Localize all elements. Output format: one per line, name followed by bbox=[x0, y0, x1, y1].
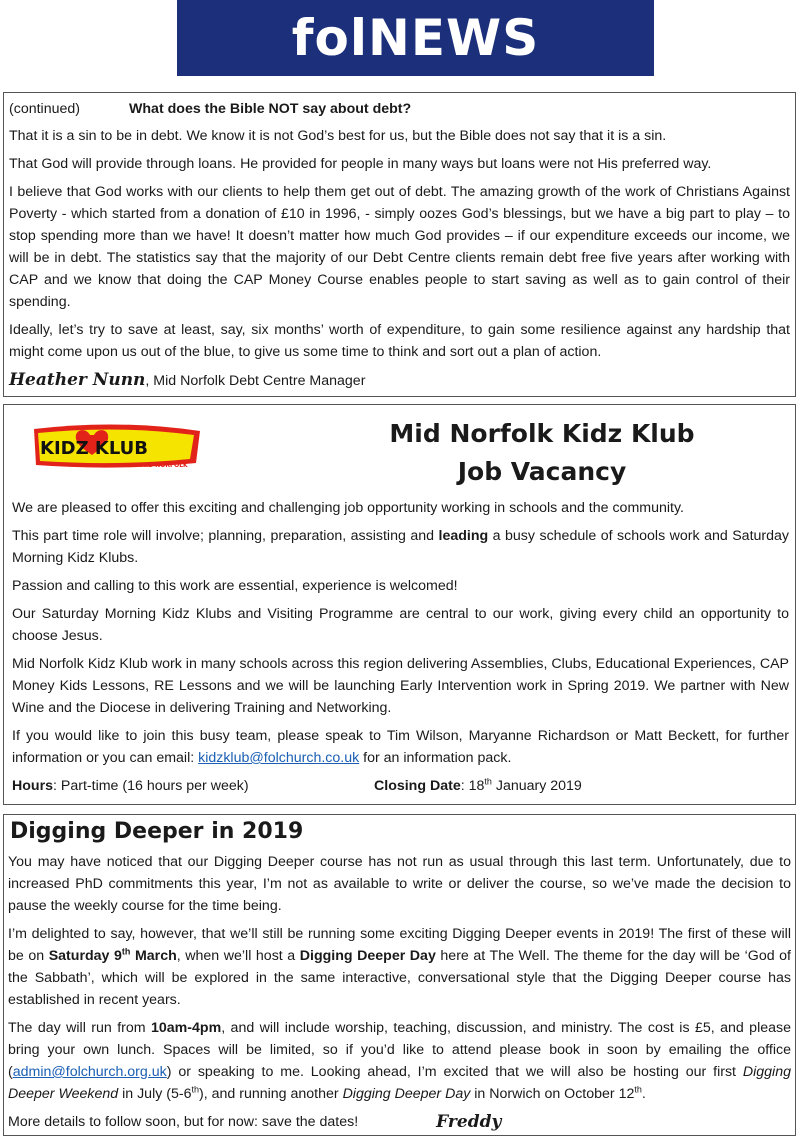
kidzklub-p6-text-end: for an information pack. bbox=[359, 750, 512, 766]
debt-paragraph-1: That it is a sin to be in debt. We know it is not God’s best for us, but the Bible does not say that it is a sin. bbox=[9, 128, 667, 144]
debt-paragraph-2: That God will provide through loans. He provided for people in many ways but loans were not His preferred way. bbox=[9, 156, 712, 172]
digging-p3-mid: , and will include worship, teaching, discussion, and ministry. The cost is £5, and please bring your own lunch. Spaces will be limited, so if you’d like to attend please book in soon by emailing the office ( bbox=[8, 1020, 791, 1080]
kidzklub-p2-text-end: a busy schedule of schools work and Saturday Morning Kidz Klubs. bbox=[12, 528, 790, 566]
continued-label: (continued) bbox=[9, 101, 80, 117]
heather-signature: Heather Nunn bbox=[9, 370, 146, 390]
event-date bbox=[49, 948, 177, 964]
kidzklub-paragraph-2 bbox=[12, 525, 789, 569]
closing-date-month: January 2019 bbox=[491, 778, 582, 794]
debt-article bbox=[3, 92, 796, 397]
closing-date-ordinal: th bbox=[484, 776, 492, 787]
kidzklub-title bbox=[342, 415, 742, 491]
digging-p3-mid-2: ) or speaking to me. Looking ahead, I’m excited that we will also be hosting our first bbox=[166, 1064, 743, 1080]
digging-signoff bbox=[8, 1111, 791, 1133]
digging-p2-text: I’m delighted to say, however, that we’ll still be running some exciting Digging Deeper events in 2019! The first of these will be on bbox=[8, 926, 791, 964]
debt-paragraph-4: Ideally, let’s try to save at least, say, six months’ worth of expenditure, to gain some resilience against any hardship that might come upon us out of the blue, to give us some time to think and sort out a plan of action. bbox=[9, 322, 790, 360]
digging-p2-mid: , when we’ll host a bbox=[176, 948, 300, 964]
october-ordinal: th bbox=[634, 1084, 642, 1095]
kidzklub-email-link[interactable]: kidzklub@folchurch.co.uk bbox=[198, 750, 360, 766]
kidzklub-paragraph-1: We are pleased to offer this exciting and challenging job opportunity working in schools and the community. bbox=[12, 500, 684, 516]
digging-deeper-article bbox=[3, 814, 796, 1136]
kidzklub-p2-text: This part time role will involve; planning, preparation, assisting and bbox=[12, 528, 439, 544]
closing-date-info bbox=[374, 775, 582, 797]
digging-p3-text: The day will run from bbox=[8, 1020, 151, 1036]
digging-paragraph-3 bbox=[8, 1017, 791, 1105]
digging-paragraph-2 bbox=[8, 923, 791, 1011]
kidzklub-title-line-1: Mid Norfolk Kidz Klub bbox=[389, 419, 695, 448]
vacancy-details bbox=[12, 775, 789, 797]
hours-value: : Part-time (16 hours per week) bbox=[53, 778, 249, 794]
debt-signoff bbox=[9, 369, 790, 392]
event-date-ordinal: th bbox=[121, 946, 131, 957]
kidzklub-vacancy bbox=[3, 404, 796, 805]
kidzklub-p6-text: If you would like to join this busy team, please speak to Tim Wilson, Maryanne Richardson or Matt Beckett, for further information or you can email: bbox=[12, 728, 789, 766]
kidzklub-header bbox=[12, 411, 789, 497]
hours-label: Hours bbox=[12, 778, 53, 794]
logo-subtext: MID NORFOLK bbox=[140, 462, 188, 469]
closing-date-day: : 18 bbox=[460, 778, 485, 794]
hours-info bbox=[12, 775, 374, 797]
closing-date-label: Closing Date bbox=[374, 778, 461, 794]
kidzklub-paragraph-6 bbox=[12, 725, 789, 769]
kidzklub-paragraph-3: Passion and calling to this work are essential, experience is welcomed! bbox=[12, 578, 458, 594]
kidzklub-title-line-2: Job Vacancy bbox=[457, 457, 627, 486]
event-name: Digging Deeper Day bbox=[299, 948, 436, 964]
freddy-signature: Freddy bbox=[436, 1112, 502, 1132]
debt-heading-line bbox=[9, 98, 790, 120]
debt-question-heading: What does the Bible NOT say about debt? bbox=[129, 101, 412, 117]
masthead-title: folNEWS bbox=[291, 9, 540, 67]
office-email-link[interactable]: admin@folchurch.org.uk bbox=[12, 1064, 167, 1080]
signoff-role: , Mid Norfolk Debt Centre Manager bbox=[145, 373, 366, 389]
weekend-ordinal: th bbox=[191, 1084, 199, 1095]
digging-p3-mid-5: in Norwich on October 12 bbox=[470, 1086, 635, 1102]
kidzklub-paragraph-5: Mid Norfolk Kidz Klub work in many schools across this region delivering Assemblies, Clubs, Educational Experiences, CAP Money Kids Lessons, RE Lessons and we will be launching Early Intervention work in Spring 2019. We partner with New Wine and the Diocese in delivering Training and Networking. bbox=[12, 656, 789, 716]
logo-text: KIDZ KLUB bbox=[40, 438, 149, 459]
event-date-month: March bbox=[130, 948, 177, 964]
digging-p3-mid-3: in July (5-6 bbox=[118, 1086, 192, 1102]
kidzklub-logo bbox=[28, 421, 206, 473]
digging-p3-end: . bbox=[641, 1086, 646, 1102]
digging-p2-end: here at The Well. The theme for the day will be ‘God of the Sabbath’, which will be explored in the same interactive, conversational style that the Digging Deeper course has established in recent years. bbox=[8, 948, 792, 1008]
event-date-day: Saturday 9 bbox=[48, 948, 122, 964]
leading-emphasis: leading bbox=[438, 528, 489, 544]
digging-paragraph-4: More details to follow soon, but for now: save the dates! bbox=[8, 1114, 359, 1130]
digging-p3-mid-4: ), and running another bbox=[199, 1086, 343, 1102]
event-time: 10am-4pm bbox=[151, 1020, 222, 1036]
digging-deeper-title: Digging Deeper in 2019 bbox=[10, 819, 304, 844]
digging-paragraph-1: You may have noticed that our Digging Deeper course has not run as usual through this last term. Unfortunately, due to increased PhD commitments this year, I’m not as available to write or deliver the course, so we’ve made the decision to pause the weekly course for the time being. bbox=[8, 854, 791, 914]
weekend-event-name: Digging Deeper Weekend bbox=[8, 1064, 791, 1102]
masthead bbox=[177, 0, 654, 76]
debt-paragraph-3: I believe that God works with our clients to help them get out of debt. The amazing growth of the work of Christians Against Poverty - which started from a donation of £10 in 1996, - simply oozes God’s blessings, but we have a big part to play – to stop spending more than we have! It doesn’t matter how much God provides – if our expenditure exceeds our income, we will be in debt. The statistics say that the majority of our Debt Centre clients remain debt free five years after working with CAP and we know that doing the CAP Money Course enables people to start saving as well as to gain control of their spending. bbox=[9, 184, 790, 310]
kidzklub-paragraph-4: Our Saturday Morning Kidz Klubs and Visiting Programme are central to our work, giving every child an opportunity to choose Jesus. bbox=[12, 606, 789, 644]
norwich-event-name: Digging Deeper Day bbox=[342, 1086, 471, 1102]
